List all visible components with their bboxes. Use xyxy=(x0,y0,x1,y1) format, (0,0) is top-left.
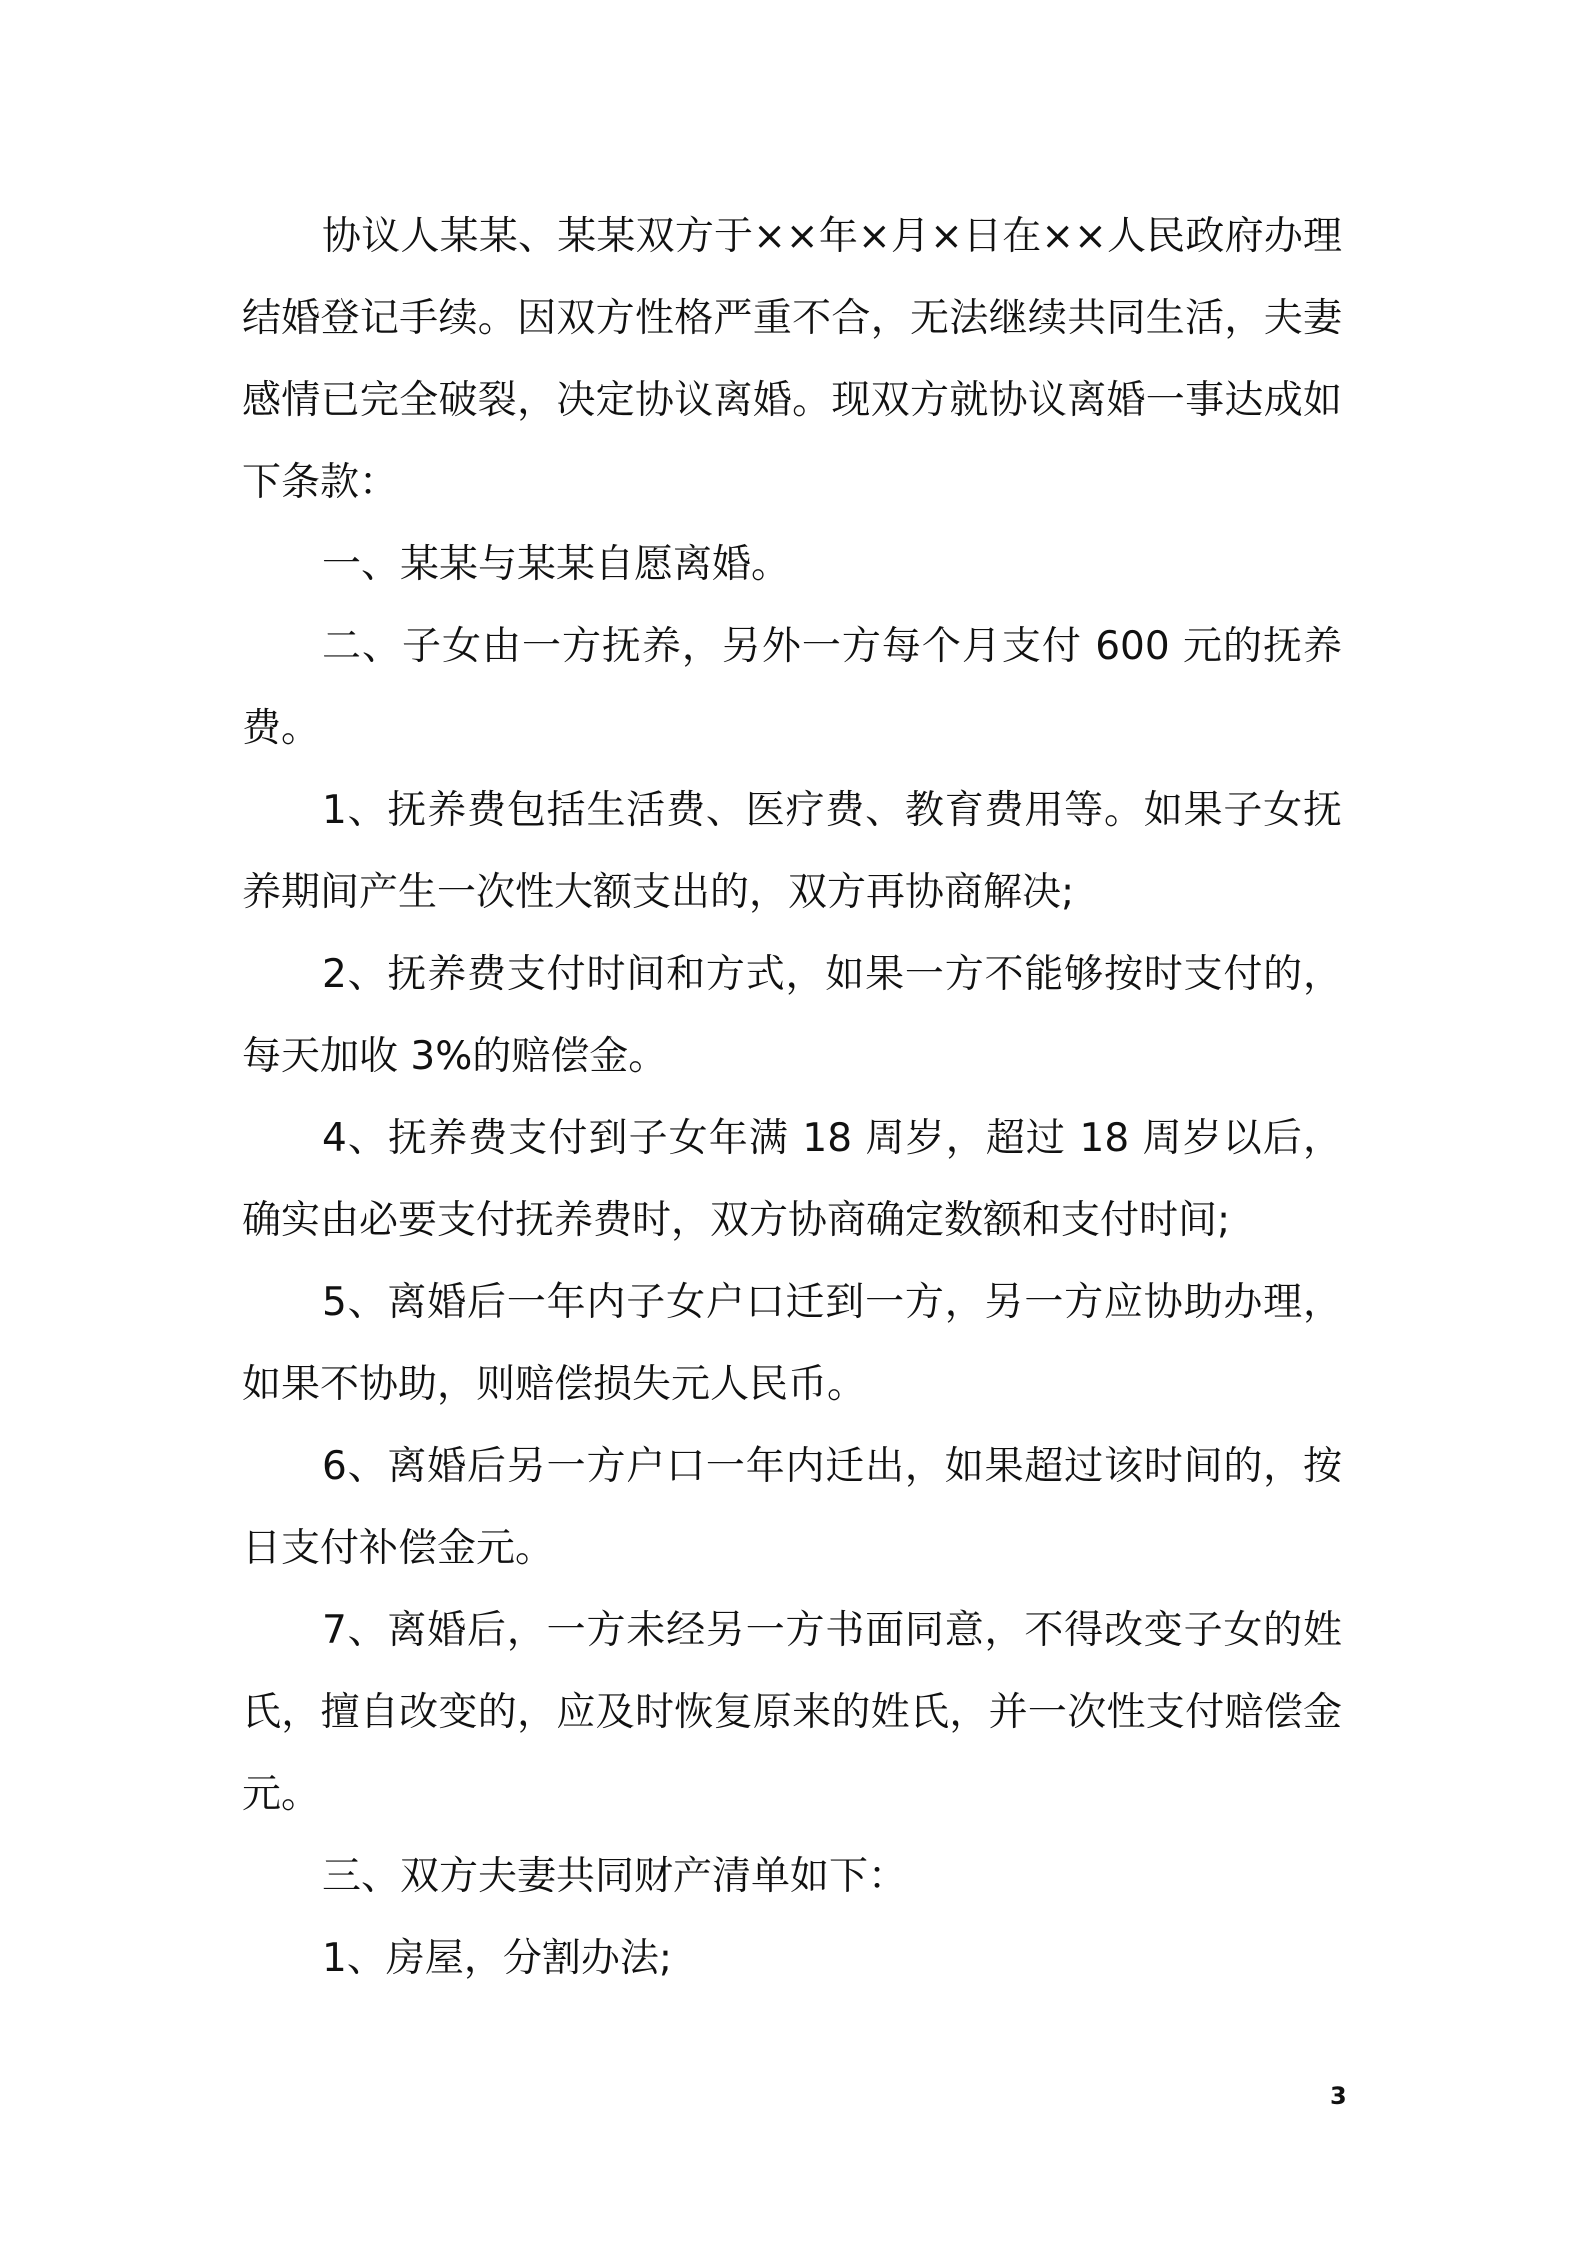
paragraph-clause-3-1: 1、房屋，分割办法; xyxy=(322,1936,672,1981)
paragraph-clause-1: 一、某某与某某自愿离婚。 xyxy=(322,542,791,587)
paragraph-clause-2: 二、子女由一方抚养，另外一方每个月支付 600 元的抚养费。 xyxy=(242,624,1342,751)
paragraph-clause-2-4: 4、抚养费支付到子女年满 18 周岁，超过 18 周岁以后，确实由必要支付抚养费时，双方协商确定数额和支付时间; xyxy=(242,1116,1342,1243)
document-body xyxy=(242,196,1342,2000)
paragraph-clause-2-2: 2、抚养费支付时间和方式，如果一方不能够按时支付的，每天加收 3%的赔偿金。 xyxy=(242,952,1342,1079)
paragraph-clause-3: 三、双方夫妻共同财产清单如下： xyxy=(322,1854,908,1899)
paragraph-clause-2-7: 7、离婚后，一方未经另一方书面同意，不得改变子女的姓氏，擅自改变的，应及时恢复原来的姓氏，并一次性支付赔偿金元。 xyxy=(242,1608,1342,1817)
page-number: 3 xyxy=(1330,2082,1347,2110)
paragraph-clause-2-1: 1、抚养费包括生活费、医疗费、教育费用等。如果子女抚养期间产生一次性大额支出的，双方再协商解决; xyxy=(242,788,1342,915)
paragraph-preamble: 协议人某某、某某双方于××年×月×日在××人民政府办理结婚登记手续。因双方性格严重不合，无法继续共同生活，夫妻感情已完全破裂，决定协议离婚。现双方就协议离婚一事达成如下条款： xyxy=(242,214,1342,505)
paragraph-clause-2-5: 5、离婚后一年内子女户口迁到一方，另一方应协助办理，如果不协助，则赔偿损失元人民币。 xyxy=(242,1280,1342,1407)
paragraph-clause-2-6: 6、离婚后另一方户口一年内迁出，如果超过该时间的，按日支付补偿金元。 xyxy=(242,1444,1342,1571)
